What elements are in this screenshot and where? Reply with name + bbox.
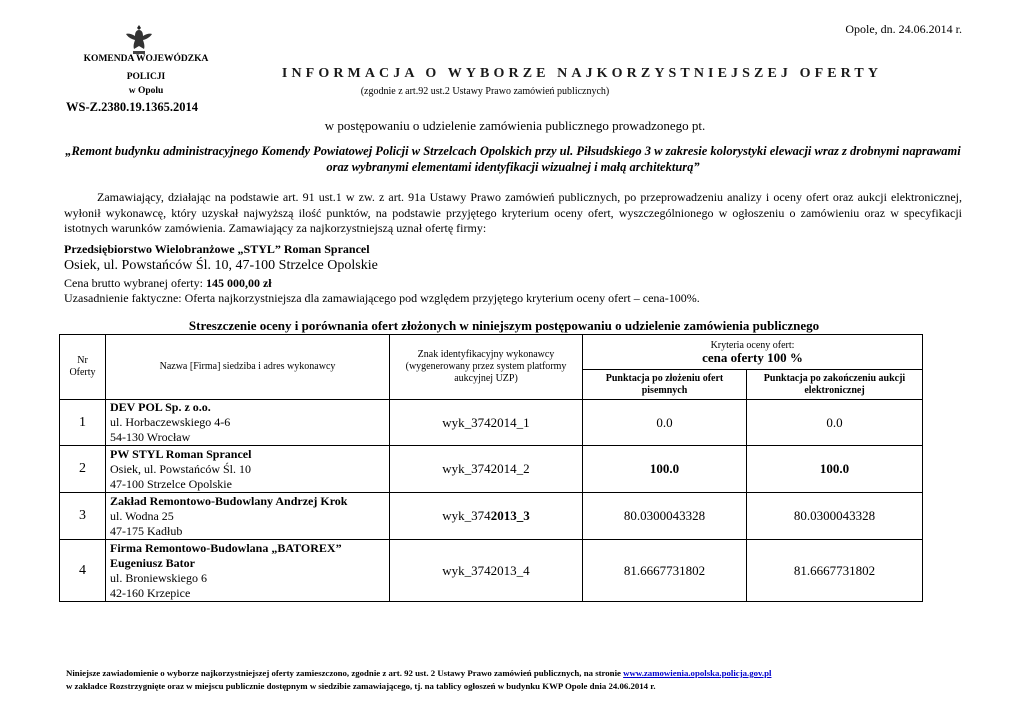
contractor-street: ul. Horbaczewskiego 4-6 (110, 415, 231, 429)
contractor-name: Zakład Remontowo-Budowlany Andrzej Krok (110, 493, 348, 508)
contractor-street: ul. Wodna 25 (110, 508, 174, 523)
main-paragraph: Zamawiający, działając na podstawie art. 91 ust.1 w zw. z art. 91a Ustawy Prawo zamówień publicznych, po przeprowadzeniu analizy i oceny ofert oraz aukcji elektronicznej, wyłonił wykonawcę, który uzyskał najwyższą ilość punktów, na podstawie przyjętego kryterium oceny ofert, wyszczególnionego w ogłoszeniu o zamówieniu oraz w specyfikacji istotnych warunków zamówienia. Zamawiający za najkorzystniejszą uznał ofertę firmy: (64, 190, 962, 235)
header-nr-line1: Nr (77, 355, 88, 366)
row-contractor (106, 400, 390, 446)
criteria-value: cena oferty 100 % (702, 350, 803, 365)
winner-address: Osiek, ul. Powstańców Śl. 10, 47-100 Strzelce Opolskie (64, 258, 378, 273)
row-code: wyk_3742014_1 (390, 400, 583, 446)
table-row (60, 493, 923, 540)
header-nr (60, 335, 106, 400)
table-row (60, 540, 923, 602)
contractor-name: PW STYL Roman Sprancel (110, 446, 252, 461)
eagle-emblem-icon (124, 22, 154, 56)
header-nr-line2: Oferty (69, 367, 96, 378)
row-nr: 3 (60, 493, 106, 540)
project-title: „Remont budynku administracyjnego Komendy Powiatowej Policji w Strzelcach Opolskich przy ul. Piłsudskiego 3 w zakresie kolorystyki elewacji wraz z drobnymi naprawami oraz wybranymi elementami identyfikacji wizualnej i małą architekturą” (65, 144, 961, 174)
row-written-score: 0.0 (583, 400, 747, 446)
intro-text: w postępowaniu o udzielenie zamówienia publicznego prowadzonego pt. (324, 118, 706, 133)
document-subtitle: (zgodnie z art.92 ust.2 Ustawy Prawo zamówień publicznych) (360, 86, 610, 97)
price-label: Cena brutto wybranej oferty: (64, 276, 206, 290)
row-contractor (106, 446, 390, 493)
row-auction-score: 80.0300043328 (747, 493, 923, 540)
footer-link[interactable]: www.zamowienia.opolska.policja.gov.pl (623, 668, 772, 678)
contractor-owner: Eugeniusz Bator (110, 555, 196, 570)
row-code: wyk_3742014_2 (390, 446, 583, 493)
header-criteria (583, 335, 923, 370)
header-code: Znak identyfikacyjny wykonawcy (wygenerowany przez system platformy aukcyjnej UZP) (390, 335, 583, 400)
header-name: Nazwa [Firma] siedziba i adres wykonawcy (106, 335, 390, 400)
contractor-city: 47-100 Strzelce Opolskie (110, 476, 232, 491)
contractor-street: ul. Broniewskiego 6 (110, 570, 207, 585)
footer-line1 (66, 668, 966, 678)
contractor-name: DEV POL Sp. z o.o. (110, 400, 211, 414)
header-auction: Punktacja po zakończeniu aukcji elektronicznej (747, 370, 923, 400)
contractor-city: 54-130 Wrocław (110, 430, 191, 444)
org-name-line3: w Opolu (128, 86, 164, 96)
row-nr: 1 (60, 400, 106, 446)
row-code-bold: 2013_3 (490, 508, 530, 523)
winner-name: Przedsiębiorstwo Wielobranżowe „STYL” Roman Sprancel (64, 242, 370, 256)
row-code: wyk_3742013_4 (390, 540, 583, 602)
row-written-score: 81.6667731802 (583, 540, 747, 602)
org-name-line2: POLICJI (126, 72, 166, 82)
row-written-score: 100.0 (583, 446, 747, 493)
document-title: INFORMACJA O WYBORZE NAJKORZYSTNIEJSZEJ OFERTY (281, 66, 883, 81)
row-auction-score: 100.0 (747, 446, 923, 493)
row-contractor (106, 493, 390, 540)
row-contractor (106, 540, 390, 602)
justification: Uzasadnienie faktyczne: Oferta najkorzystniejsza dla zamawiającego pod względem przyjętego kryterium oceny ofert – cena-100%. (64, 291, 700, 305)
org-name-line1: KOMENDA WOJEWÓDZKA (83, 54, 209, 64)
table-row (60, 400, 923, 446)
contractor-city: 42-160 Krzepice (110, 585, 191, 600)
header-written: Punktacja po złożeniu ofert pisemnych (583, 370, 747, 400)
row-auction-score: 0.0 (747, 400, 923, 446)
row-auction-score: 81.6667731802 (747, 540, 923, 602)
row-nr: 2 (60, 446, 106, 493)
document-date: Opole, dn. 24.06.2014 r. (845, 22, 962, 36)
row-code-plain: wyk_374 (442, 508, 491, 523)
contractor-street: Osiek, ul. Powstańców Śl. 10 (110, 461, 251, 476)
price-value: 145 000,00 zł (205, 276, 272, 290)
contractor-name: Firma Remontowo-Budowlana „BATOREX” (110, 540, 342, 555)
contractor-city: 47-175 Kadłub (110, 523, 183, 538)
table-title: Streszczenie oceny i porównania ofert złożonych w niniejszym postępowaniu o udzielenie zamówienia publicznego (188, 318, 820, 333)
price-line (64, 276, 272, 291)
footer-text: Niniejsze zawiadomienie o wyborze najkorzystniejszej oferty zamieszczono, zgodnie z art. 92 ust. 2 Ustawy Prawo zamówień publicznych, na stronie (66, 668, 624, 678)
table-row (60, 446, 923, 493)
footer-line2: w zakładce Rozstrzygnięte oraz w miejscu publicznie dostępnym w siedzibie zamawiającego, tj. na tablicy ogłoszeń w budynku KWP Opole dnia 24.06.2014 r. (66, 681, 656, 691)
row-nr: 4 (60, 540, 106, 602)
reference-number: WS-Z.2380.19.1365.2014 (66, 100, 198, 114)
row-written-score: 80.0300043328 (583, 493, 747, 540)
row-code (390, 493, 583, 540)
results-table (59, 334, 923, 602)
criteria-label: Kryteria oceny ofert: (710, 340, 795, 351)
